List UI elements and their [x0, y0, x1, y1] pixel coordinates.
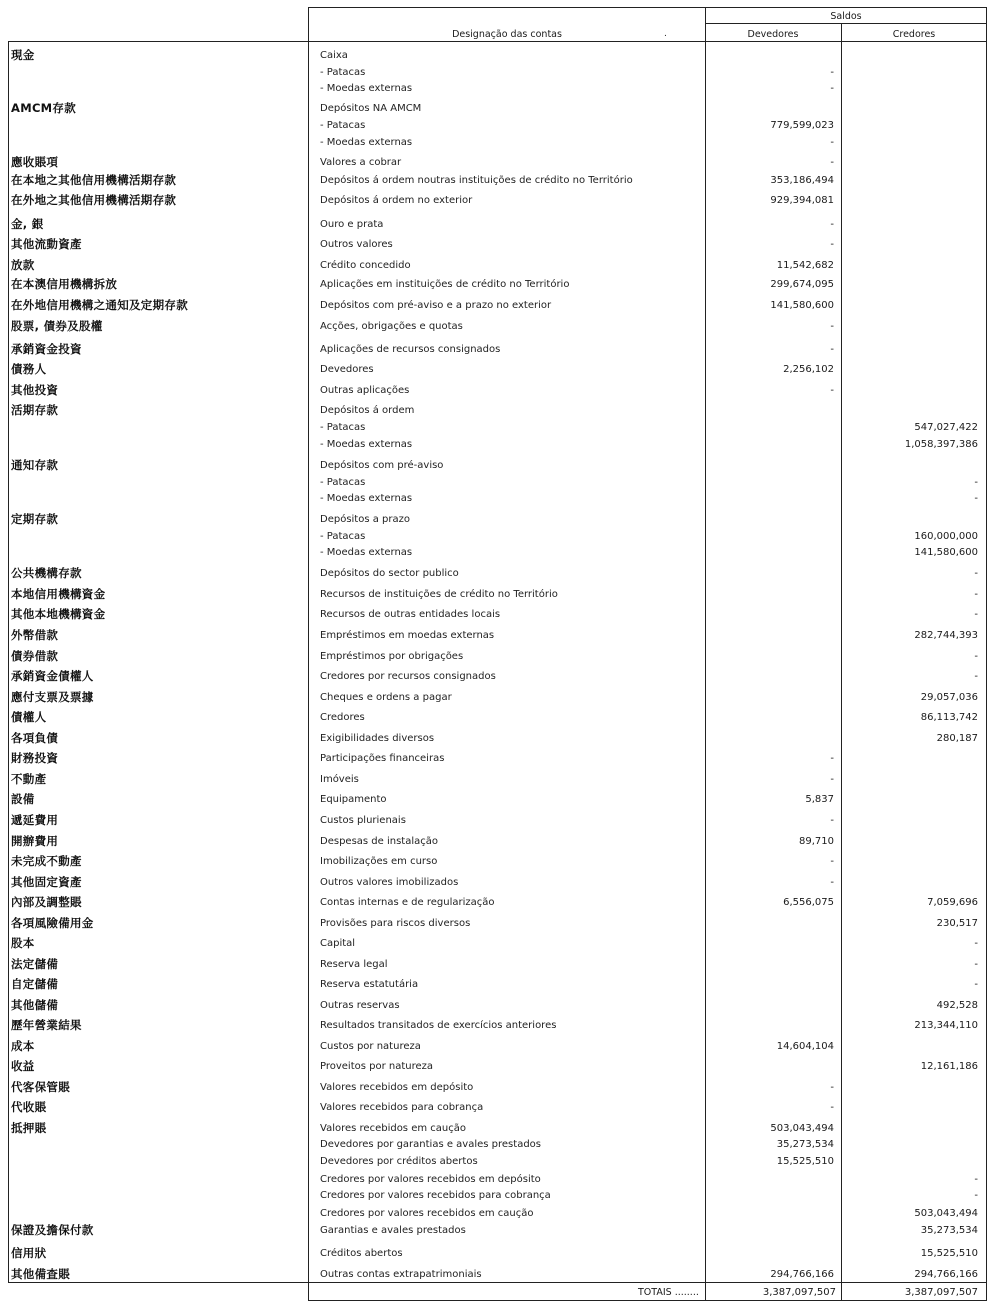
account-name-zh: 金, 銀: [11, 217, 44, 231]
credores-value: -: [974, 1190, 978, 1201]
account-name-pt: - Patacas: [320, 531, 366, 542]
account-name-pt: Contas internas e de regularização: [320, 897, 495, 908]
account-name-zh: 債權人: [11, 710, 47, 724]
account-name-pt: Depósitos do sector publico: [320, 568, 459, 579]
devedores-value: -: [830, 239, 834, 250]
account-name-pt: Outras contas extrapatrimoniais: [320, 1269, 482, 1280]
devedores-value: -: [830, 815, 834, 826]
credores-value: -: [974, 493, 978, 504]
account-name-zh: 其他流動資產: [11, 237, 82, 251]
account-name-pt: Aplicações em instituições de crédito no Território: [320, 279, 570, 290]
account-name-pt: Aplicações de recursos consignados: [320, 344, 501, 355]
right-border: [986, 7, 987, 1300]
credores-value: -: [974, 477, 978, 488]
account-name-zh: 債券借款: [11, 649, 59, 663]
account-name-pt: Custos por natureza: [320, 1041, 421, 1052]
account-name-pt: - Moedas externas: [320, 137, 413, 148]
account-name-zh: 股本: [11, 936, 35, 950]
account-name-zh: 通知存款: [11, 458, 59, 472]
account-name-pt: Custos plurienais: [320, 815, 406, 826]
account-name-pt: Depósitos NA AMCM: [320, 103, 422, 114]
credores-value: -: [974, 959, 978, 970]
devedores-value: -: [830, 67, 834, 78]
saldos-divider: [705, 23, 987, 24]
account-name-pt: Valores recebidos em caução: [320, 1123, 466, 1134]
account-name-zh: 股票, 債券及股權: [11, 319, 103, 333]
credores-value: 294,766,166: [914, 1269, 978, 1280]
account-name-pt: - Moedas externas: [320, 439, 413, 450]
account-name-pt: Provisões para riscos diversos: [320, 918, 471, 929]
devedores-value: -: [830, 219, 834, 230]
account-name-zh: 其他儲備: [11, 998, 59, 1012]
account-name-pt: Outros valores: [320, 239, 393, 250]
credores-value: -: [974, 1174, 978, 1185]
devedores-value: 15,525,510: [776, 1156, 834, 1167]
devedores-value: -: [830, 83, 834, 94]
devedores-value: 14,604,104: [776, 1041, 834, 1052]
zh-pt-divider: [308, 7, 309, 1300]
account-name-zh: 活期存款: [11, 403, 59, 417]
account-name-pt: Imobilizações em curso: [320, 856, 438, 867]
totals-label: TOTAIS ........: [638, 1287, 699, 1298]
account-name-zh: 遞延費用: [11, 813, 59, 827]
account-name-pt: Depósitos com pré-aviso e a prazo no exterior: [320, 300, 552, 311]
account-name-pt: Outras reservas: [320, 1000, 400, 1011]
account-name-pt: Valores a cobrar: [320, 157, 402, 168]
account-name-pt: Devedores por créditos abertos: [320, 1156, 478, 1167]
account-name-zh: 未完成不動產: [11, 854, 82, 868]
credores-value: 1,058,397,386: [904, 439, 978, 450]
account-name-zh: 開辦費用: [11, 834, 59, 848]
account-name-zh: 現金: [11, 48, 35, 62]
account-name-pt: - Moedas externas: [320, 547, 413, 558]
account-name-pt: Credores por valores recebidos para cobrança: [320, 1190, 551, 1201]
account-name-pt: Devedores: [320, 364, 374, 375]
account-name-pt: Depósitos á ordem: [320, 405, 415, 416]
devedores-value: 503,043,494: [770, 1123, 834, 1134]
account-name-zh: 自定儲備: [11, 977, 59, 991]
account-name-pt: Credores por valores recebidos em caução: [320, 1208, 534, 1219]
account-name-pt: Credores por valores recebidos em depósito: [320, 1174, 541, 1185]
account-name-zh: 保證及擔保付款: [11, 1223, 94, 1237]
account-name-pt: Credores por recursos consignados: [320, 671, 496, 682]
account-name-zh: 其他固定資產: [11, 875, 82, 889]
credores-value: 282,744,393: [914, 630, 978, 641]
account-name-pt: - Moedas externas: [320, 83, 413, 94]
account-name-pt: Outras aplicações: [320, 385, 410, 396]
devedores-value: 5,837: [805, 794, 834, 805]
account-name-pt: Reserva estatutária: [320, 979, 419, 990]
account-name-zh: 公共機構存款: [11, 566, 82, 580]
account-name-pt: Exigibilidades diversos: [320, 733, 435, 744]
credores-value: 29,057,036: [920, 692, 978, 703]
account-name-pt: Recursos de instituições de crédito no Território: [320, 589, 558, 600]
account-name-pt: Depósitos á ordem noutras instituições de crédito no Território: [320, 175, 633, 186]
credores-value: -: [974, 979, 978, 990]
account-name-zh: 歷年營業結果: [11, 1018, 82, 1032]
account-name-zh: 信用狀: [11, 1246, 47, 1260]
credores-value: 86,113,742: [920, 712, 978, 723]
account-name-zh: 設備: [11, 792, 35, 806]
account-name-pt: Garantias e avales prestados: [320, 1225, 466, 1236]
devedores-value: -: [830, 856, 834, 867]
credores-value: 160,000,000: [914, 531, 978, 542]
account-name-pt: Imóveis: [320, 774, 359, 785]
devedores-value: -: [830, 774, 834, 785]
account-name-pt: Valores recebidos em depósito: [320, 1082, 474, 1093]
account-name-pt: Devedores por garantias e avales prestados: [320, 1139, 541, 1150]
credores-value: -: [974, 938, 978, 949]
account-name-zh: 不動產: [11, 772, 47, 786]
account-name-zh: 各項風險備用金: [11, 916, 94, 930]
account-name-pt: Crédito concedido: [320, 260, 411, 271]
account-name-zh: 應付支票及票據: [11, 690, 94, 704]
account-name-pt: Outros valores imobilizados: [320, 877, 459, 888]
devedores-value: -: [830, 753, 834, 764]
account-name-pt: Equipamento: [320, 794, 387, 805]
account-name-pt: Depósitos com pré-aviso: [320, 460, 444, 471]
credores-value: 280,187: [936, 733, 978, 744]
account-name-zh: 財務投資: [11, 751, 59, 765]
header-dot: .: [664, 29, 667, 39]
account-name-zh: 在本澳信用機構拆放: [11, 277, 118, 291]
account-name-zh: 代客保管賬: [11, 1080, 70, 1094]
account-name-pt: Proveitos por natureza: [320, 1061, 434, 1072]
devedores-value: 6,556,075: [783, 897, 834, 908]
account-name-zh: 債務人: [11, 362, 47, 376]
devedores-value: -: [830, 321, 834, 332]
account-name-zh: 在外地信用機構之通知及定期存款: [11, 298, 188, 312]
devedores-value: 89,710: [799, 836, 834, 847]
account-name-pt: Depósitos á ordem no exterior: [320, 195, 473, 206]
account-name-pt: Cheques e ordens a pagar: [320, 692, 452, 703]
account-name-zh: 外幣借款: [11, 628, 59, 642]
account-name-pt: Empréstimos por obrigações: [320, 651, 464, 662]
account-name-zh: 放款: [11, 258, 35, 272]
account-name-pt: Resultados transitados de exercícios anteriores: [320, 1020, 557, 1031]
credores-value: 35,273,534: [920, 1225, 978, 1236]
pt-dev-divider: [705, 7, 706, 1300]
devedores-value: 2,256,102: [783, 364, 834, 375]
credores-value: 213,344,110: [914, 1020, 978, 1031]
devedores-value: -: [830, 137, 834, 148]
totals-devedores: 3,387,097,507: [762, 1287, 836, 1298]
account-name-pt: Despesas de instalação: [320, 836, 438, 847]
credores-value: 547,027,422: [914, 422, 978, 433]
account-name-pt: Caixa: [320, 50, 348, 61]
account-name-zh: 內部及調整賬: [11, 895, 82, 909]
account-name-zh: 在本地之其他信用機構活期存款: [11, 173, 177, 187]
devedores-value: -: [830, 157, 834, 168]
account-name-zh: 代收賬: [11, 1100, 47, 1114]
account-name-pt: Participações financeiras: [320, 753, 445, 764]
account-name-pt: - Patacas: [320, 477, 366, 488]
designacao-header: Designação das contas: [452, 29, 562, 40]
account-name-pt: - Patacas: [320, 422, 366, 433]
credores-value: 7,059,696: [927, 897, 978, 908]
account-name-pt: Ouro e prata: [320, 219, 384, 230]
account-name-zh: 其他備查賬: [11, 1267, 70, 1281]
credores-value: 15,525,510: [920, 1248, 978, 1259]
account-name-zh: 法定儲備: [11, 957, 59, 971]
devedores-value: 299,674,095: [770, 279, 834, 290]
totals-bottom-border: [308, 1300, 987, 1301]
account-name-zh: 本地信用機構資金: [11, 587, 106, 601]
credores-value: 230,517: [936, 918, 978, 929]
account-name-zh: 各項負債: [11, 731, 59, 745]
devedores-value: -: [830, 1102, 834, 1113]
account-name-pt: - Patacas: [320, 120, 366, 131]
account-name-zh: 其他投資: [11, 383, 59, 397]
account-name-pt: Acções, obrigações e quotas: [320, 321, 463, 332]
devedores-value: 929,394,081: [770, 195, 834, 206]
account-name-pt: Empréstimos em moedas externas: [320, 630, 495, 641]
account-name-pt: Depósitos a prazo: [320, 514, 410, 525]
account-name-pt: Capital: [320, 938, 356, 949]
credores-value: 503,043,494: [914, 1208, 978, 1219]
credores-value: -: [974, 651, 978, 662]
account-name-zh: 收益: [11, 1059, 35, 1073]
totals-credores: 3,387,097,507: [904, 1287, 978, 1298]
devedores-value: -: [830, 877, 834, 888]
account-name-zh: 成本: [11, 1039, 35, 1053]
account-name-pt: - Moedas externas: [320, 493, 413, 504]
devedores-value: -: [830, 1082, 834, 1093]
account-name-zh: 承銷資金投資: [11, 342, 82, 356]
credores-value: 12,161,186: [920, 1061, 978, 1072]
account-name-zh: 其他本地機構資金: [11, 607, 106, 621]
account-name-pt: Créditos abertos: [320, 1248, 403, 1259]
top-border: [308, 7, 987, 8]
credores-value: -: [974, 589, 978, 600]
devedores-value: 353,186,494: [770, 175, 834, 186]
account-name-zh: 承銷資金債權人: [11, 669, 94, 683]
account-name-pt: Valores recebidos para cobrança: [320, 1102, 484, 1113]
devedores-value: -: [830, 385, 834, 396]
account-name-pt: - Patacas: [320, 67, 366, 78]
devedores-value: -: [830, 344, 834, 355]
account-name-pt: Reserva legal: [320, 959, 388, 970]
account-name-zh: 定期存款: [11, 512, 59, 526]
account-name-pt: Recursos de outras entidades locais: [320, 609, 501, 620]
account-name-pt: Credores: [320, 712, 365, 723]
account-name-zh: 抵押賬: [11, 1121, 47, 1135]
devedores-value: 35,273,534: [776, 1139, 834, 1150]
account-name-zh: 應收賬項: [11, 155, 59, 169]
dev-cred-divider: [841, 23, 842, 1300]
account-name-zh: 在外地之其他信用機構活期存款: [11, 193, 177, 207]
credores-value: -: [974, 671, 978, 682]
devedores-value: 779,599,023: [770, 120, 834, 131]
credores-header: Credores: [892, 29, 936, 40]
devedores-value: 294,766,166: [770, 1269, 834, 1280]
credores-value: -: [974, 609, 978, 620]
balance-sheet-table: [8, 7, 987, 1301]
devedores-value: 11,542,682: [776, 260, 834, 271]
left-border: [8, 41, 9, 1282]
credores-value: 492,528: [936, 1000, 978, 1011]
devedores-header: Devedores: [747, 29, 799, 40]
credores-value: 141,580,600: [914, 547, 978, 558]
saldos-header: Saldos: [830, 11, 862, 22]
account-name-zh: AMCM存款: [11, 101, 77, 115]
devedores-value: 141,580,600: [770, 300, 834, 311]
credores-value: -: [974, 568, 978, 579]
